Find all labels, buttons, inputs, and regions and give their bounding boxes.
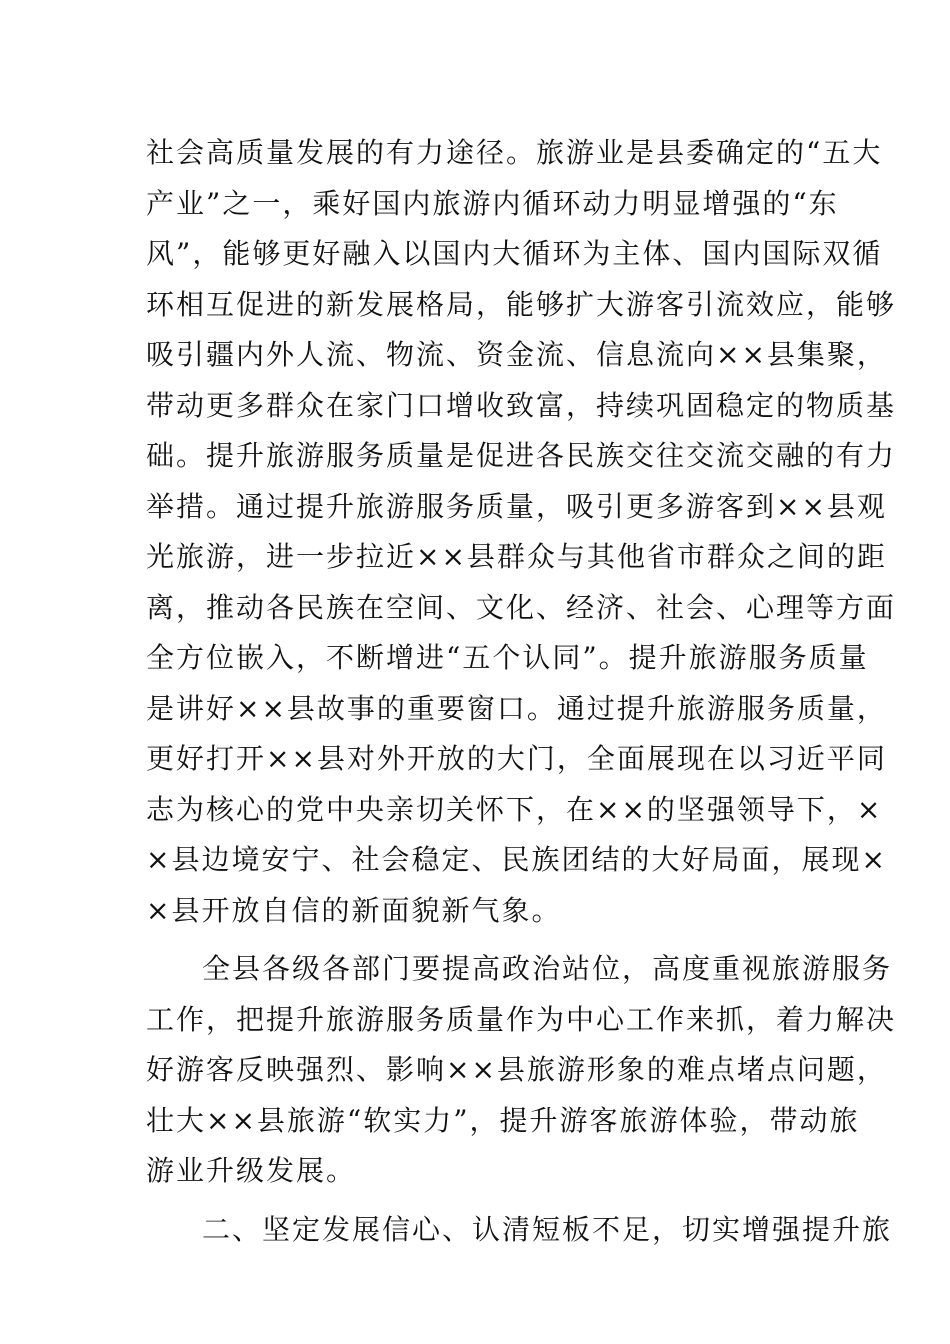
text-line: 离，推动各民族在空间、文化、经济、社会、心理等方面 [146,590,897,624]
text-line: 更好打开××县对外开放的大门，全面展现在以习近平同 [146,742,887,775]
text-line: 举措。通过提升旅游服务质量，吸引更多游客到××县观 [146,489,887,523]
text-line: 是讲好××县故事的重要窗口。通过提升旅游服务质量， [146,691,887,725]
heading-line: 二、坚定发展信心、认清短板不足，切实增强提升旅 [202,1212,893,1246]
text-line: 光旅游，进一步拉近××县群众与其他省市群众之间的距 [146,540,887,573]
section-heading-two [146,1205,893,1256]
text-line: 志为核心的党中央亲切关怀下，在××的坚强领导下，× [146,792,883,826]
text-line: 工作，把提升旅游服务质量作为中心工作来抓，着力解决 [146,1002,897,1036]
text-line: 全县各级各部门要提高政治站位，高度重视旅游服务 [202,952,893,985]
text-line: 社会高质量发展的有力途径。旅游业是县委确定的“五大 [146,136,883,169]
text-line: 带动更多群众在家门口增收致富，持续巩固稳定的物质基 [146,388,897,422]
text-line: 产业”之一，乘好国内旅游内循环动力明显增强的“东 [146,186,839,220]
text-line: 全方位嵌入，不断增进“五个认同”。提升旅游服务质量 [146,641,869,674]
paragraph-political-stance [146,944,897,1197]
text-line: 壮大××县旅游“软实力”，提升游客旅游体验，带动旅 [146,1103,860,1137]
text-line: 好游客反映强烈、影响××县旅游形象的难点堵点问题， [146,1053,887,1086]
text-line: 环相互促进的新发展格局，能够扩大游客引流效应，能够 [146,287,897,321]
paragraph-gap [146,936,808,944]
text-line: ×县开放自信的新面貌新气象。 [146,893,562,927]
text-line: 风”，能够更好融入以国内大循环为主体、国内国际双循 [146,237,883,270]
text-line: 吸引疆内外人流、物流、资金流、信息流向××县集聚， [146,338,887,371]
text-line: 游业升级发展。 [146,1154,357,1187]
text-line: 础。提升旅游服务质量是促进各民族交往交流交融的有力 [146,439,897,472]
document-body [146,128,897,1255]
paragraph-tourism-significance [146,128,897,936]
paragraph-gap [146,1197,808,1205]
text-line: ×县边境安宁、社会稳定、民族团结的大好局面，展现× [146,843,887,876]
